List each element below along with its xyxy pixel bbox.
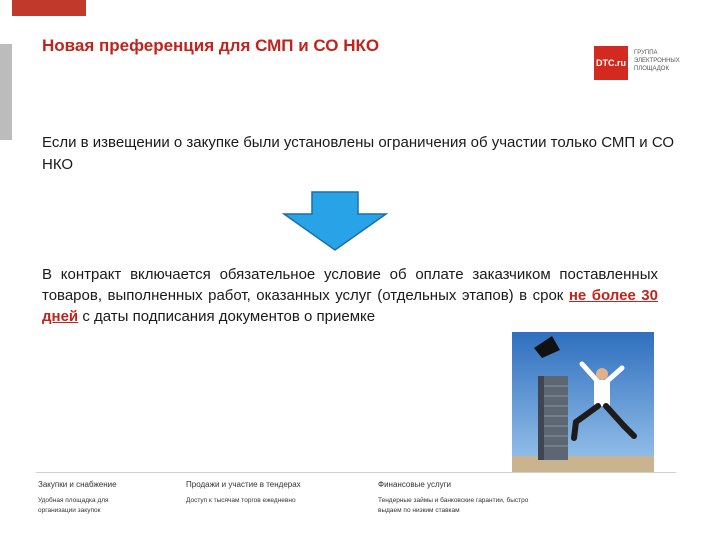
- footer-subtext: Удобная площадка для организации закупок: [38, 497, 109, 514]
- footer-heading: Продажи и участие в тендерах: [186, 480, 301, 489]
- payment-term-highlight: не более 30 дней: [42, 287, 658, 325]
- footer-column-finance: [378, 480, 548, 516]
- businessman-jumping-photo: [512, 332, 654, 472]
- footer-subtext: Доступ к тысячам торгов ежедневно: [186, 497, 296, 504]
- result-text: [42, 264, 658, 327]
- top-red-tab: [12, 0, 86, 16]
- down-arrow-icon: [280, 190, 390, 252]
- slide-title: Новая преференция для СМП и СО НКО: [42, 36, 380, 55]
- footer-divider: [36, 472, 676, 473]
- footer-subtext: Тендерные займы и банковские гарантии, быстро выдаем по низким ставкам: [378, 497, 529, 514]
- etp-logo: [594, 46, 694, 80]
- footer-heading: Закупки и снабжение: [38, 480, 117, 489]
- result-text-after: с даты подписания документов о приемке: [78, 308, 376, 325]
- footer-column-procurement: [38, 480, 138, 516]
- footer-column-sales: [186, 480, 336, 506]
- condition-text: Если в извещении о закупке были установлены ограничения об участии только СМП и СО НКО: [42, 134, 675, 173]
- result-text-before: В контракт включается обязательное условие об оплате заказчиком поставленных товаров, выполненных работ, оказанных услуг (отдельных этапов) в срок: [42, 266, 658, 304]
- logo-mark: DTC.ru: [594, 46, 628, 80]
- footer-heading: Финансовые услуги: [378, 480, 452, 489]
- logo-text: ГРУППА ЭЛЕКТРОННЫХ ПЛОЩАДОК: [634, 50, 680, 72]
- left-gray-bar: [0, 44, 12, 140]
